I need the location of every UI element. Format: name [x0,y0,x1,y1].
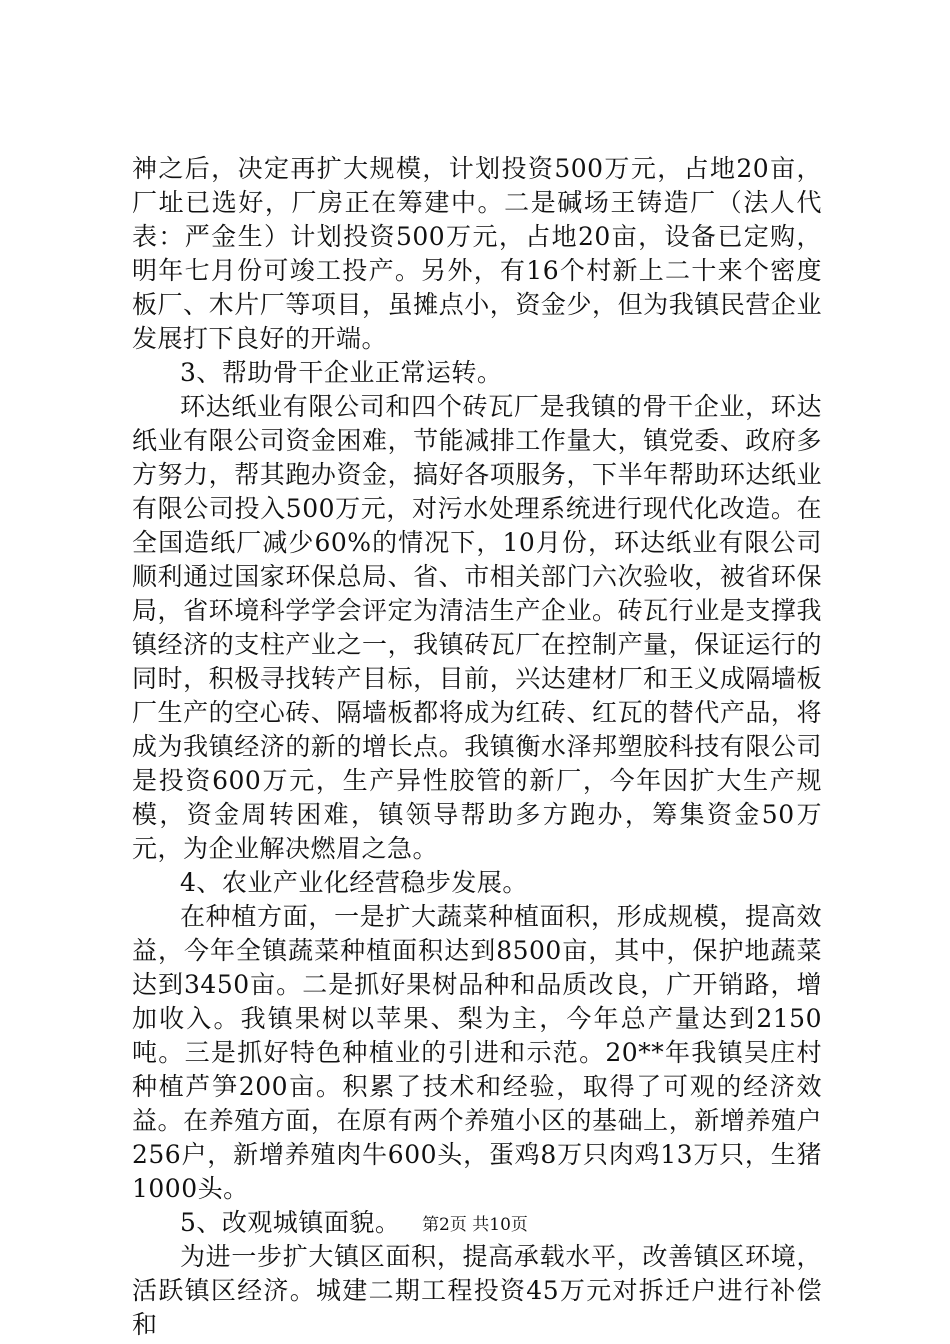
page-footer: 第2页 共10页 [422,1215,528,1235]
paragraph-continuation: 神之后，决定再扩大规模，计划投资500万元，占地20亩，厂址已选好，厂房正在筹建中。二是碱场王铸造厂（法人代表：严金生）计划投资500万元，占地20亩，设备已定购，明年七月份可竣工投产。另外，有16个村新上二十来个密度板厂、木片厂等项目，虽摊点小，资金少，但为我镇民营企业发展打下良好的开端。 [132,154,822,353]
document-body [132,152,822,1342]
section-heading-4: 4、农业产业化经营稳步发展。 [180,868,528,897]
paragraph-town-appearance: 为进一步扩大镇区面积，提高承载水平，改善镇区环境，活跃镇区经济。城建二期工程投资45万元对拆迁户进行补偿和 [132,1242,822,1339]
paragraph-backbone-enterprises: 环达纸业有限公司和四个砖瓦厂是我镇的骨干企业，环达纸业有限公司资金困难，节能减排工作量大，镇党委、政府多方努力，帮其跑办资金，搞好各项服务，下半年帮助环达纸业有限公司投入500万元，对污水处理系统进行现代化改造。在全国造纸厂减少60%的情况下，10月份，环达纸业有限公司顺利通过国家环保总局、省、市相关部门六次验收，被省环保局，省环境科学学会评定为清洁生产企业。砖瓦行业是支撑我镇经济的支柱产业之一，我镇砖瓦厂在控制产量，保证运行的同时，积极寻找转产目标，目前，兴达建材厂和王义成隔墙板厂生产的空心砖、隔墙板都将成为红砖、红瓦的替代产品，将成为我镇经济的新的增长点。我镇衡水泽邦塑胶科技有限公司是投资600万元，生产异性胶管的新厂，今年因扩大生产规模，资金周转困难，镇领导帮助多方跑办，筹集资金50万元，为企业解决燃眉之急。 [132,392,822,863]
section-heading-3: 3、帮助骨干企业正常运转。 [180,358,503,387]
section-heading-5: 5、改观城镇面貌。 [180,1208,401,1237]
paragraph-agriculture: 在种植方面，一是扩大蔬菜种植面积，形成规模，提高效益，今年全镇蔬菜种植面积达到8500亩，其中，保护地蔬菜达到3450亩。二是抓好果树品种和品质改良，广开销路，增加收入。我镇果树以苹果、梨为主，今年总产量达到2150吨。三是抓好特色种植业的引进和示范。20**年我镇吴庄村种植芦笋200亩。积累了技术和经验，取得了可观的经济效益。在养殖方面，在原有两个养殖小区的基础上，新增养殖户256户，新增养殖肉牛600头，蛋鸡8万只肉鸡13万只，生猪1000头。 [132,902,822,1203]
